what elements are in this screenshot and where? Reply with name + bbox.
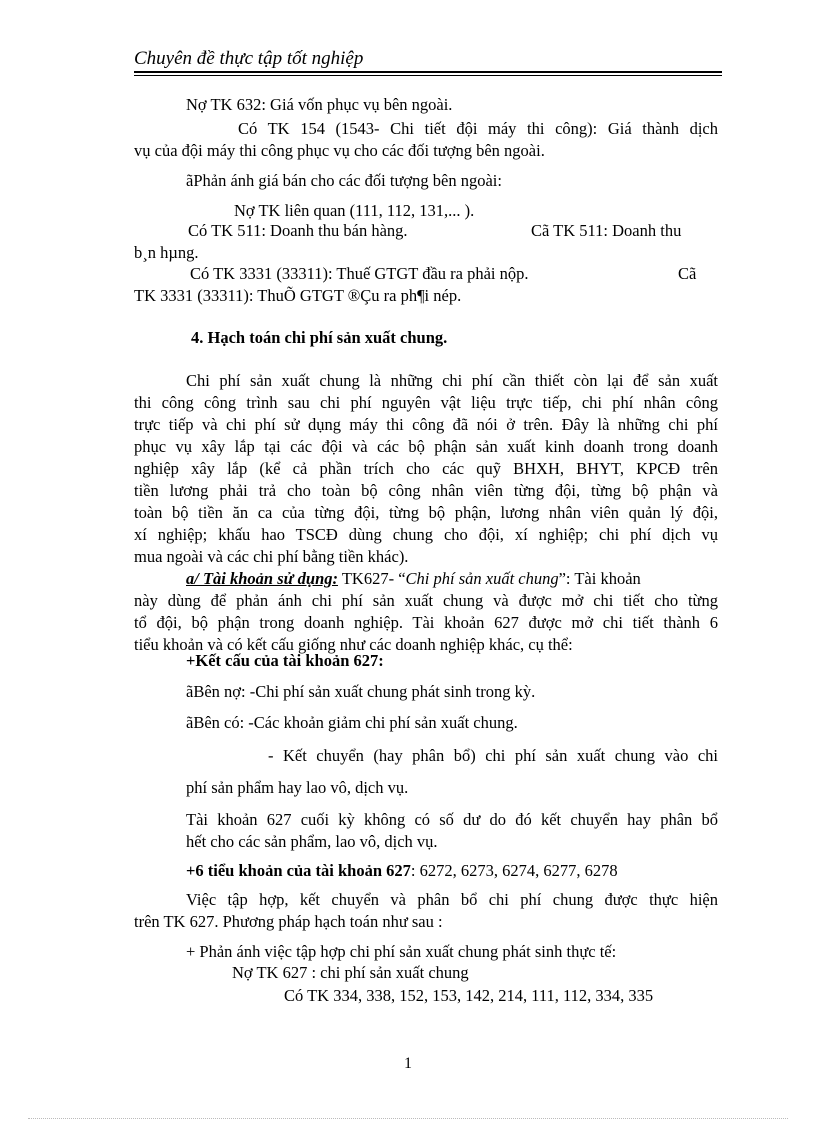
text-line: Có TK 3331 (33311): Thuế GTGT đầu ra phải nộp. bbox=[190, 264, 529, 283]
section-heading: 4. Hạch toán chi phí sản xuất chung. bbox=[191, 328, 448, 347]
text-line: b¸n hµng. bbox=[134, 243, 199, 262]
text-line: + Phản ánh việc tập hợp chi phí sản xuất chung phát sinh thực tế: bbox=[186, 942, 617, 961]
paragraph-line: phục vụ xây lắp tại các đội và các bộ phận sản xuất kinh doanh trong doanh bbox=[134, 437, 718, 456]
text-line: Tài khoản 627 cuối kỳ không có số dư do đó kết chuyển hay phân bổ bbox=[186, 810, 718, 829]
paragraph-line: tổ đội, bộ phận trong doanh nghiệp. Tài khoản 627 được mở chi tiết thành 6 bbox=[134, 613, 718, 632]
paragraph-line: này dùng để phản ánh chi phí sản xuất chung và được mở chi tiết cho từng bbox=[134, 591, 718, 610]
account-line bbox=[186, 568, 641, 590]
text-line: Cã TK 511: Doanh thu bbox=[531, 221, 682, 240]
paragraph-line: nghiệp xây lắp (kể cả phần trích cho các quỹ BHXH, BHYT, KPCĐ trên bbox=[134, 459, 718, 478]
text-line: Nợ TK liên quan (111, 112, 131,... ). bbox=[234, 201, 475, 220]
text-line: ãPhản ánh giá bán cho các đối tượng bên ngoài: bbox=[186, 171, 502, 190]
journal-credit: Có TK 334, 338, 152, 153, 142, 214, 111, 112, 334, 335 bbox=[284, 986, 654, 1005]
paragraph-line: tiền lương phải trả cho toàn bộ công nhân viên từng đội, từng bộ phận và bbox=[134, 481, 718, 500]
text-line: Cã bbox=[678, 264, 697, 283]
paragraph-line: toàn bộ tiền ăn ca của từng đội, từng bộ phận, lương nhân viên quản lý đội, bbox=[134, 503, 718, 522]
paragraph-line: mua ngoài và các chi phí bằng tiền khác). bbox=[134, 547, 409, 566]
page-header bbox=[134, 48, 722, 70]
text-line: - Kết chuyển (hay phân bổ) chi phí sản xuất chung vào chi bbox=[268, 746, 718, 765]
paragraph-line: trực tiếp và chi phí sử dụng máy thi công đã nói ở trên. Đây là những chi phí bbox=[134, 415, 718, 434]
text-line: trên TK 627. Phương pháp hạch toán như sau : bbox=[134, 912, 443, 931]
header-rule-thick bbox=[134, 71, 722, 73]
page-bottom-edge bbox=[28, 1118, 788, 1119]
text-line: TK 3331 (33311): ThuÕ GTGT ®Çu ra ph¶i nép. bbox=[134, 286, 462, 305]
credit-side: ãBên có: -Các khoản giảm chi phí sản xuất chung. bbox=[186, 713, 518, 732]
header-rule-thin bbox=[134, 75, 722, 76]
paragraph-line: tiểu khoản và có kết cấu giống như các doanh nghiệp khác, cụ thể: bbox=[134, 635, 573, 654]
text-line: Nợ TK 632: Giá vốn phục vụ bên ngoài. bbox=[186, 95, 453, 114]
account-desc: ”: Tài khoản bbox=[558, 569, 641, 588]
structure-title: +Kết cấu của tài khoản 627: bbox=[186, 651, 384, 670]
journal-debit: Nợ TK 627 : chi phí sản xuất chung bbox=[232, 963, 469, 982]
paragraph-line: xí nghiệp; khấu hao TSCĐ dùng chung cho đội, xí nghiệp; chi phí dịch vụ bbox=[134, 525, 718, 544]
text-line: vụ của đội máy thi công phục vụ cho các đối tượng bên ngoài. bbox=[134, 141, 545, 160]
paragraph-line: Chi phí sản xuất chung là những chi phí cần thiết còn lại để sản xuất bbox=[186, 371, 718, 390]
text-line: Việc tập hợp, kết chuyển và phân bổ chi phí chung được thực hiện bbox=[186, 890, 718, 909]
text-line: Có TK 511: Doanh thu bán hàng. bbox=[188, 221, 408, 240]
account-code: TK627- “ bbox=[338, 569, 406, 588]
text-line: hết cho các sản phẩm, lao vô, dịch vụ. bbox=[186, 832, 438, 851]
debit-side: ãBên nợ: -Chi phí sản xuất chung phát sinh trong kỳ. bbox=[186, 682, 536, 701]
subaccounts-line bbox=[186, 860, 618, 882]
header-title: Chuyên đề thực tập tốt nghiệp bbox=[134, 48, 364, 69]
subaccounts-label: +6 tiểu khoản của tài khoản 627 bbox=[186, 861, 411, 880]
subsection-label: a/ Tài khoản sử dụng: bbox=[186, 569, 339, 588]
account-name: Chi phí sản xuất chung bbox=[405, 569, 559, 588]
page-number: 1 bbox=[404, 1055, 412, 1072]
text-line: phí sản phẩm hay lao vô, dịch vụ. bbox=[186, 778, 409, 797]
text-line: Có TK 154 (1543- Chi tiết đội máy thi công): Giá thành dịch bbox=[238, 119, 718, 138]
paragraph-line: thi công công trình sau chi phí nguyên vật liệu trực tiếp, chi phí nhân công bbox=[134, 393, 718, 412]
subaccounts-list: : 6272, 6273, 6274, 6277, 6278 bbox=[410, 861, 618, 880]
